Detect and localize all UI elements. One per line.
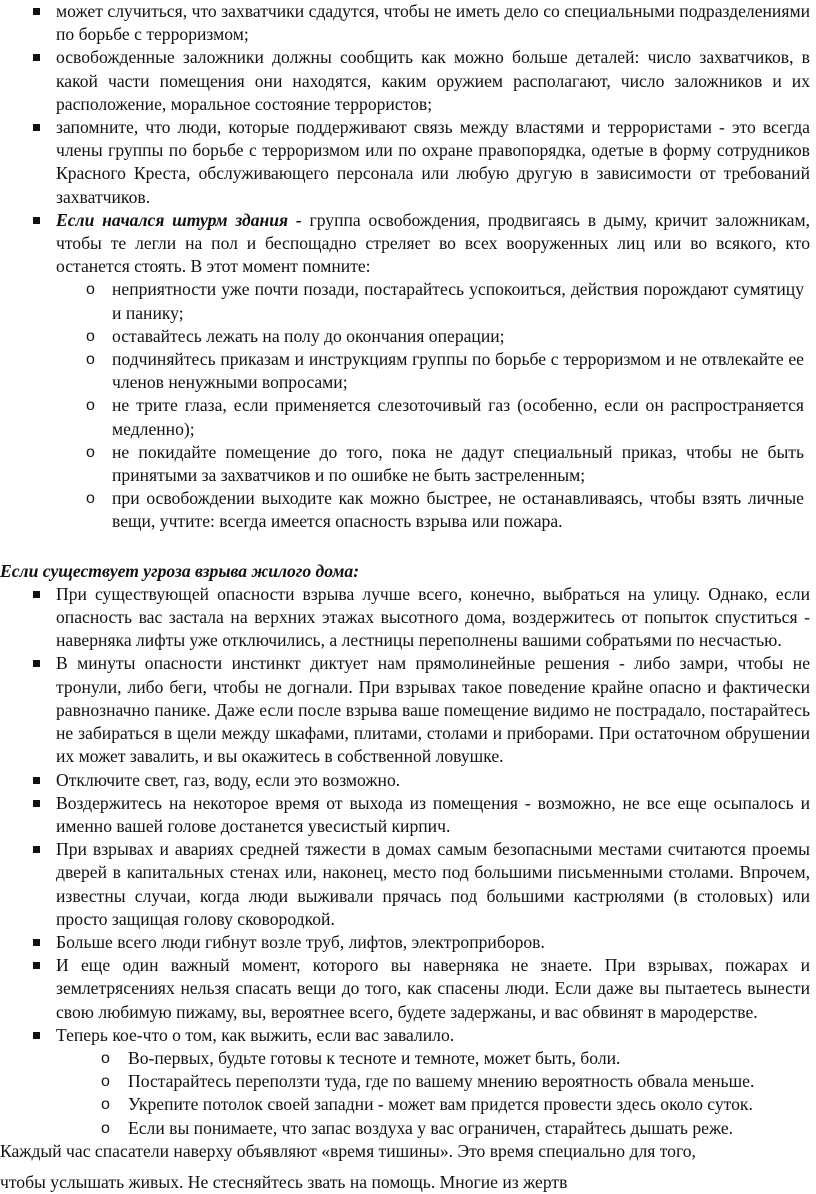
sub-list-item: o не трите глаза, если применяется слезоточивый газ (особенно, если он распространяется медленно); — [0, 394, 810, 440]
list-item: В минуты опасности инстинкт диктует нам прямолинейные решения - либо замри, чтобы не тронули, либо беги, чтобы не догнали. При взрывах такое поведение крайне опасно и фактически равнозначно панике. Даже если после взрыва ваше помещение видимо не пострадало, постарайтесь не забираться в щели между шкафами, плитами, столами и приборами. При остаточном обрушении их может завалить, и вы окажитесь в собственной ловушке. — [0, 652, 816, 768]
sub-list-item: o Укрепите потолок своей западни - может вам придется провести здесь около суток. — [0, 1093, 810, 1116]
closing-line: Каждый час спасатели наверху объявляют «время тишины». Это время специально для того, — [0, 1140, 696, 1161]
sub-list-item: o подчиняйтесь приказам и инструкциям группы по борьбе с терроризмом и не отвлекайте ее членов ненужными вопросами; — [0, 348, 810, 394]
sub-list-item: o при освобождении выходите как можно быстрее, не останавливаясь, чтобы взять личные вещи, учтите: всегда имеется опасность взрыва или пожара. — [0, 487, 810, 533]
closing-line: чтобы услышать живых. Не стесняйтесь звать на помощь. Многие из жертв — [0, 1171, 568, 1192]
storm-list-item — [0, 209, 816, 534]
sub-list-item: o не покидайте помещение до того, пока не дадут специальный приказ, чтобы не быть принятыми за захватчиков и по ошибке не быть застреленным; — [0, 441, 810, 487]
list-item: При существующей опасности взрыва лучше всего, конечно, выбраться на улицу. Однако, если опасность вас застала на верхних этажах высотного дома, воздержитесь от попыток спуститься - наверняка лифты уже отключились, а лестницы переполнены вашими собратьями по несчастью. — [0, 583, 816, 653]
list-item: запомните, что люди, которые поддерживают связь между властями и террористами - это всегда члены группы по борьбе с терроризмом или по охране правопорядка, одетые в форму сотрудников Красного Креста, обслуживающего персонала или любую другую в зависимости от требований захватчиков. — [0, 116, 816, 209]
list-item: освобожденные заложники должны сообщить как можно больше деталей: число захватчиков, в какой части помещения они находятся, каким оружием располагают, число заложников и их расположение, моральное состояние террористов; — [0, 46, 816, 116]
house-bullet-list — [0, 583, 816, 1140]
trapped-intro: Теперь кое-что о том, как выжить, если вас завалило. — [56, 1024, 455, 1045]
section-heading: Если существует угроза взрыва жилого дома: — [0, 560, 360, 581]
sub-list-item: o Если вы понимаете, что запас воздуха у вас ограничен, старайтесь дышать реже. — [0, 1117, 810, 1140]
top-bullet-list — [0, 0, 816, 534]
sub-list-item: o Во-первых, будьте готовы к тесноте и темноте, может быть, боли. — [0, 1047, 810, 1070]
list-item: И еще один важный момент, которого вы наверняка не знаете. При взрывах, пожарах и землетрясениях нельзя спасать вещи до того, как спасены люди. Если даже вы пытаетесь вынести свою любимую пижаму, вы, вероятнее всего, будете задержаны, и вас обвинят в мародерстве. — [0, 954, 816, 1024]
trapped-list-item — [0, 1024, 816, 1140]
storm-sublist — [0, 278, 810, 533]
list-item: может случиться, что захватчики сдадутся, чтобы не иметь дело со специальными подразделениями по борьбе с терроризмом; — [0, 0, 816, 46]
list-item: Отключите свет, газ, воду, если это возможно. — [0, 769, 816, 792]
list-item: При взрывах и авариях средней тяжести в домах самым безопасными местами считаются проемы дверей в капитальных стенах или, наконец, место под большими письменными столами. Впрочем, известны случаи, когда люди выживали прячась под большими кастрюлями (в столовых) или просто защищая голову сковородкой. — [0, 838, 816, 931]
storm-text: группа освобождения, продвигаясь в дыму, кричит заложникам, чтобы те легли на пол и беспощадно стреляет во всех вооруженных лиц или во всякого, кто останется стоять. В этот момент помните: — [56, 209, 810, 277]
list-item: Больше всего люди гибнут возле труб, лифтов, электроприборов. — [0, 931, 816, 954]
sub-list-item: o оставайтесь лежать на полу до окончания операции; — [0, 325, 810, 348]
sub-list-item: o неприятности уже почти позади, постарайтесь успокоиться, действия порождают сумятицу и панику; — [0, 278, 810, 324]
storm-lead: Если начался штурм здания - — [56, 209, 302, 230]
trapped-sublist — [0, 1047, 810, 1140]
list-item: Воздержитесь на некоторое время от выхода из помещения - возможно, не все еще осыпалось и именно вашей голове достанется увесистый кирпич. — [0, 792, 816, 838]
sub-list-item: o Постарайтесь переползти туда, где по вашему мнению вероятность обвала меньше. — [0, 1070, 810, 1093]
